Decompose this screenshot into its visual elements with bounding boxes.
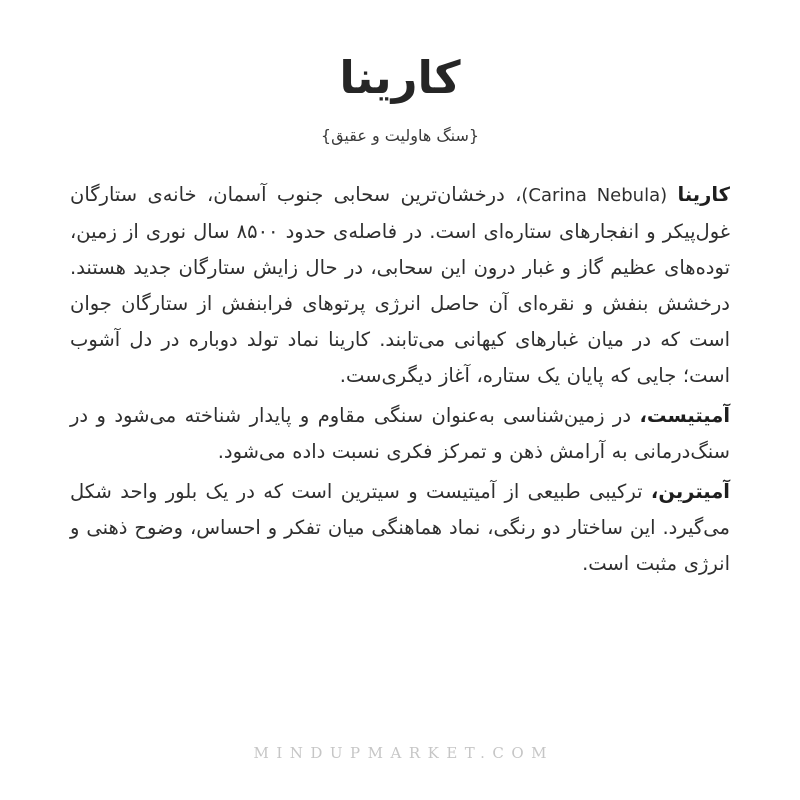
footer-wordmark: MINDUPMARKET.COM [253,744,554,762]
latin-name-carina-nebula: (Carina Nebula) [521,184,668,206]
page-subtitle: {سنگ هاولیت و عقیق} [320,125,480,145]
lead-term-carina: کارینا [677,182,730,206]
page-title: کارینا [339,51,461,104]
paragraph-ametrine-body: ترکیبی طبیعی از آمیتیست و سیترین است که در یک بلور واحد شکل می‌گیرد. این ساختار دو رنگی، نماد هماهنگی میان تفکر و احساس، وضوح ذهنی و انرژی مثبت است. [70,479,730,575]
site-footer [0,743,800,762]
paragraph-carina-body: ، درخشان‌ترین سحابی جنوب آسمان، خانه‌ی ستارگان غول‌پیکر و انفجارهای ستاره‌ای است. در فاصله‌ی حدود ۸۵۰۰ سال نوری از زمین، توده‌های عظیم گاز و غبار درون این سحابی، در حال زایش ستارگان جدید هستند. درخشش بنفش و نقره‌ای آن حاصل انرژی پرتوهای فرابنفش از ستارگان جوان است که در میان غبارهای کیهانی می‌تابند. کارینا نماد تولد دوباره در دل آشوب است؛ جایی که پایان یک ستاره، آغاز دیگری‌ست. [70,182,730,387]
paragraph-amethyst [70,398,730,470]
lead-term-ametrine: آمیترین، [650,479,730,503]
lead-term-amethyst: آمیتیست، [639,403,730,427]
paragraph-amethyst-body: در زمین‌شناسی به‌عنوان سنگی مقاوم و پایدار شناخته می‌شود و در سنگ‌درمانی به آرامش ذهن و تمرکز فکری نسبت داده می‌شود. [70,403,730,463]
paragraph-carina-nebula [70,177,730,394]
body-copy [70,147,730,582]
paragraph-ametrine [70,474,730,582]
